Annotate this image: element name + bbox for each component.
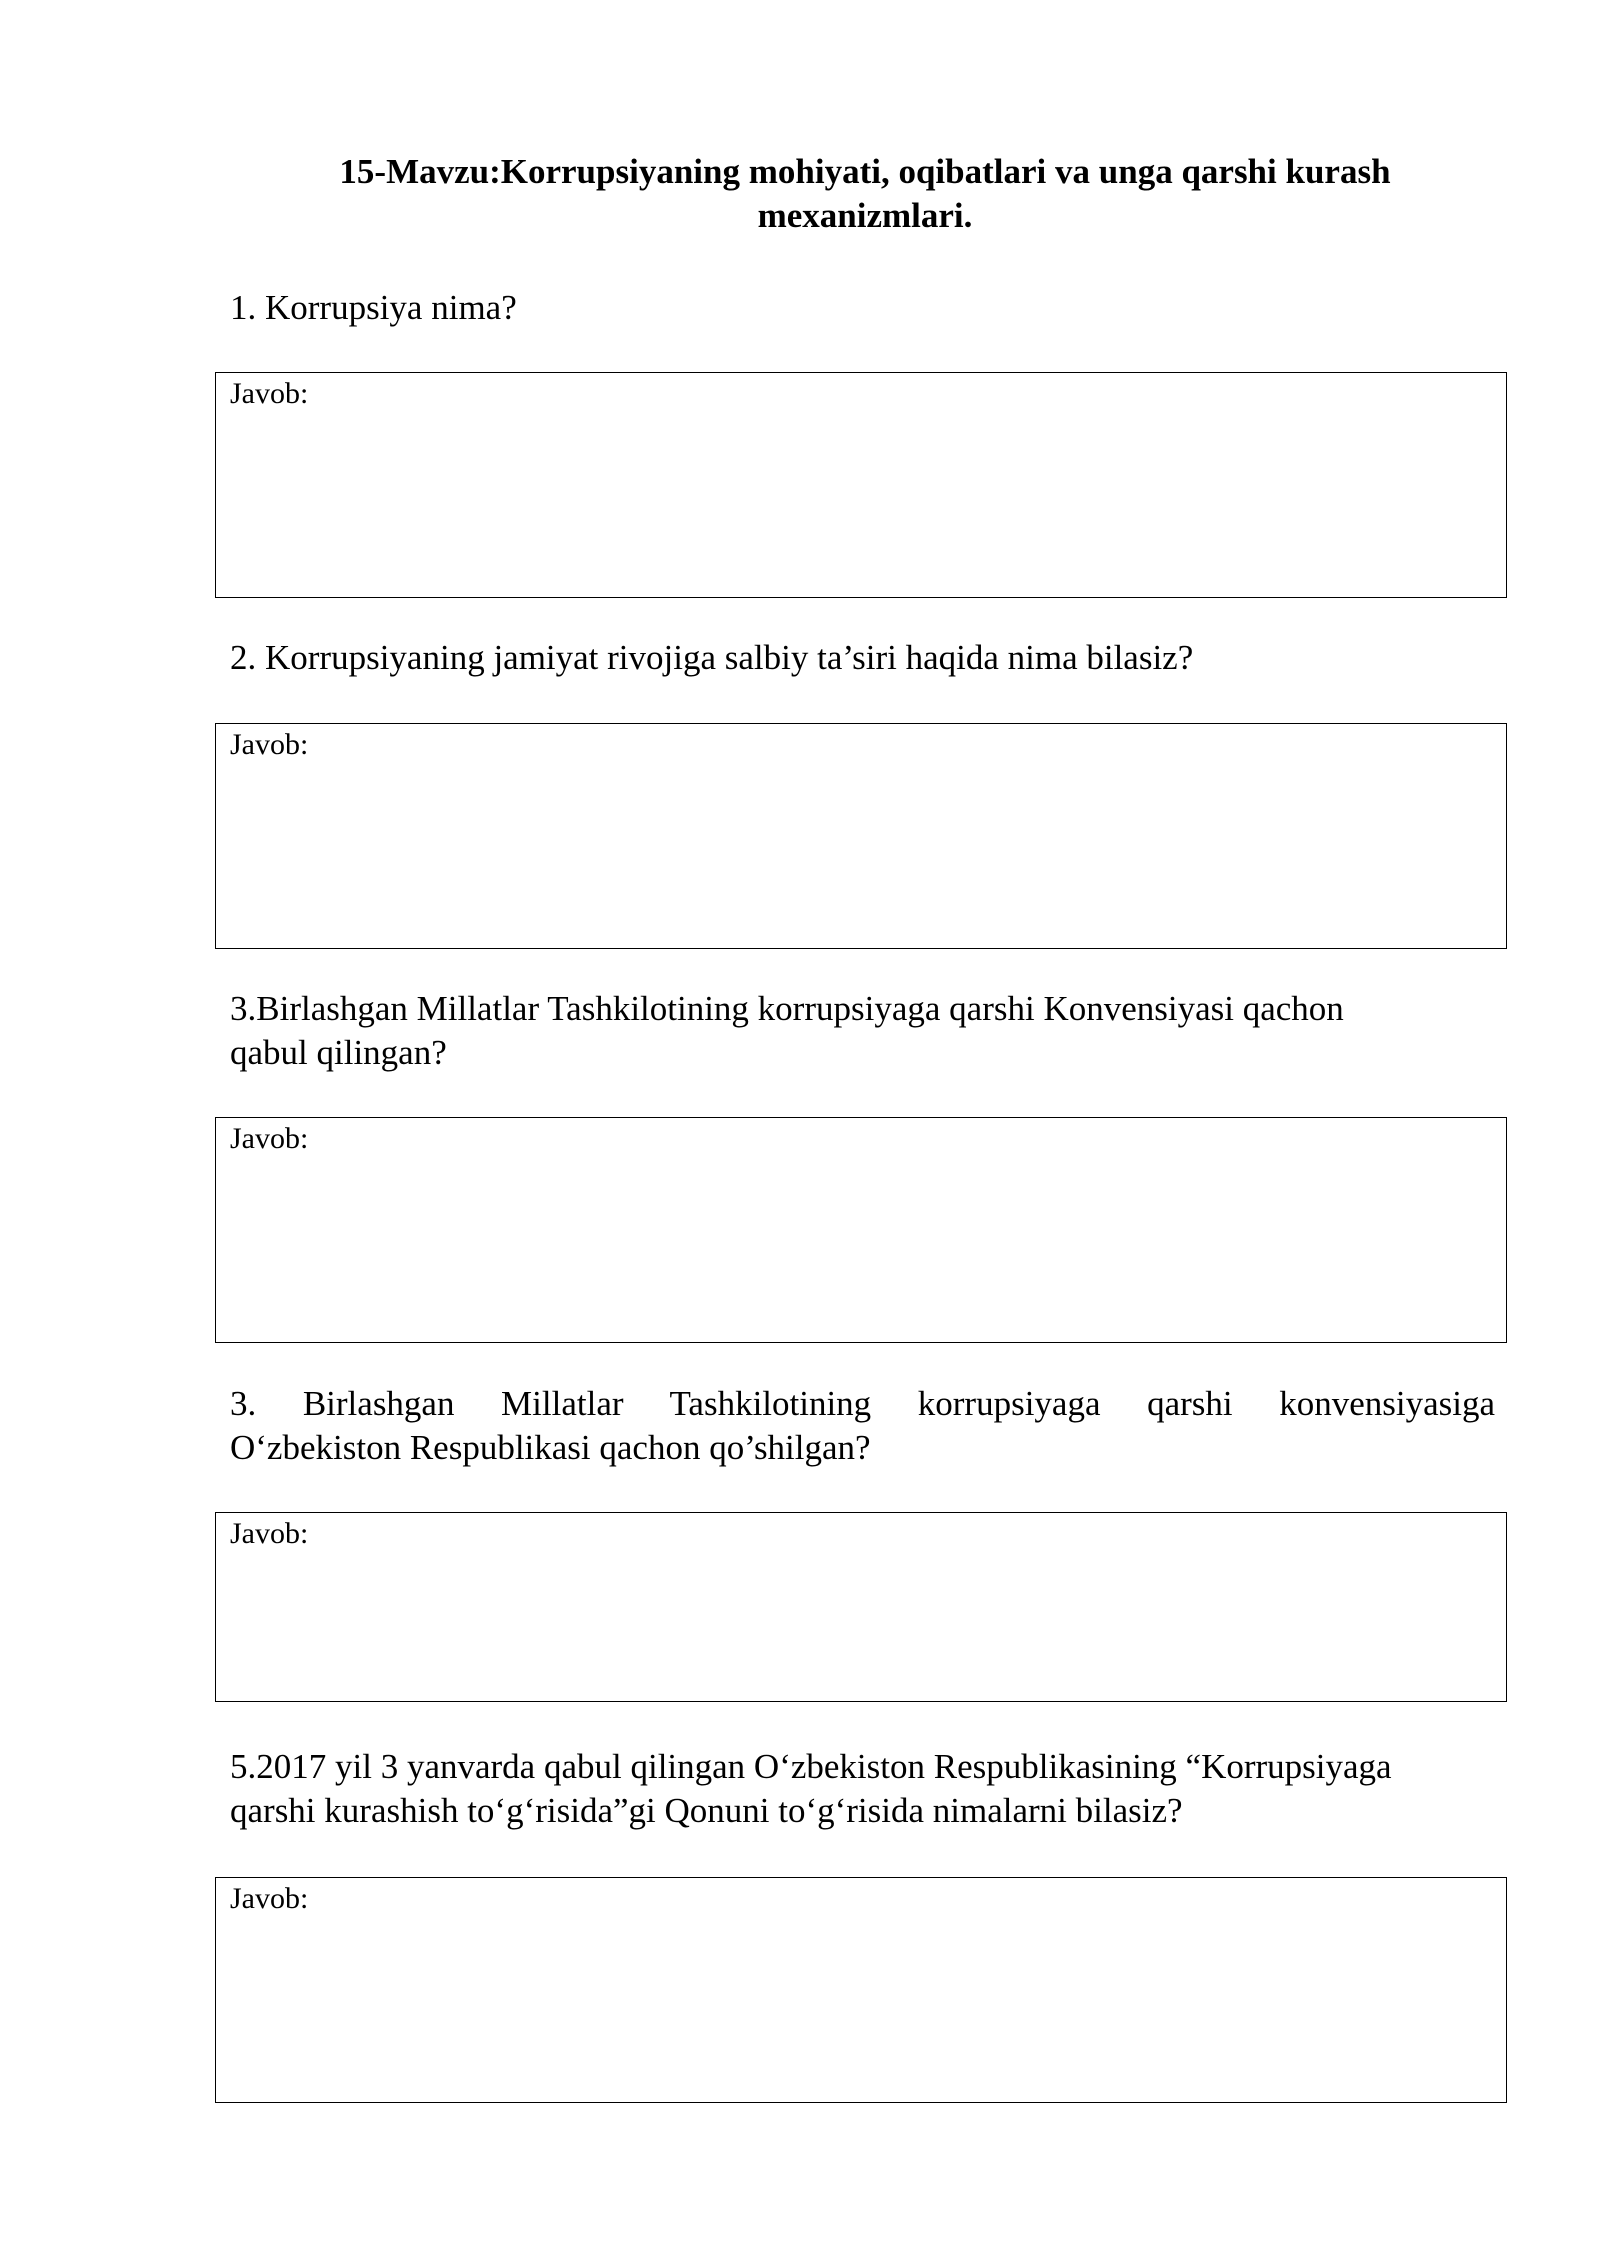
question-5 — [230, 1745, 1495, 1833]
question-4 — [230, 1382, 1495, 1470]
page-title-line-2: mexanizmlari. — [757, 196, 973, 235]
question-1-line-1: 1. Korrupsiya nima? — [230, 288, 517, 327]
answer-label: Javob: — [230, 1882, 309, 1915]
question-3-line-1: 3.Birlashgan Millatlar Tashkilotining korrupsiyaga qarshi Konvensiyasi qachon — [230, 989, 1344, 1028]
question-3-line-2: qabul qilingan? — [230, 1033, 447, 1072]
answer-box-5[interactable] — [215, 1877, 1507, 2103]
question-4-line-1: 3. Birlashgan Millatlar Tashkilotining korrupsiyaga qarshi konvensiyasiga — [230, 1384, 1495, 1423]
answer-label: Javob: — [230, 1517, 309, 1550]
answer-label: Javob: — [230, 377, 309, 410]
question-3 — [230, 987, 1495, 1075]
question-1 — [230, 286, 1495, 330]
answer-label: Javob: — [230, 728, 309, 761]
answer-box-1[interactable] — [215, 372, 1507, 598]
answer-box-4[interactable] — [215, 1512, 1507, 1702]
answer-label: Javob: — [230, 1122, 309, 1155]
question-4-line-2: O‘zbekiston Respublikasi qachon qo’shilgan? — [230, 1428, 871, 1467]
question-5-line-1: 5.2017 yil 3 yanvarda qabul qilingan O‘zbekiston Respublikasining “Korrupsiyaga — [230, 1747, 1392, 1786]
answer-box-3[interactable] — [215, 1117, 1507, 1343]
question-2 — [230, 636, 1495, 680]
page-title — [215, 150, 1515, 238]
question-2-line-1: 2. Korrupsiyaning jamiyat rivojiga salbiy ta’siri haqida nima bilasiz? — [230, 638, 1194, 677]
page-title-line-1: 15-Mavzu:Korrupsiyaning mohiyati, oqibatlari va unga qarshi kurash — [339, 152, 1391, 191]
question-5-line-2: qarshi kurashish to‘g‘risida”gi Qonuni to‘g‘risida nimalarni bilasiz? — [230, 1791, 1183, 1830]
answer-box-2[interactable] — [215, 723, 1507, 949]
